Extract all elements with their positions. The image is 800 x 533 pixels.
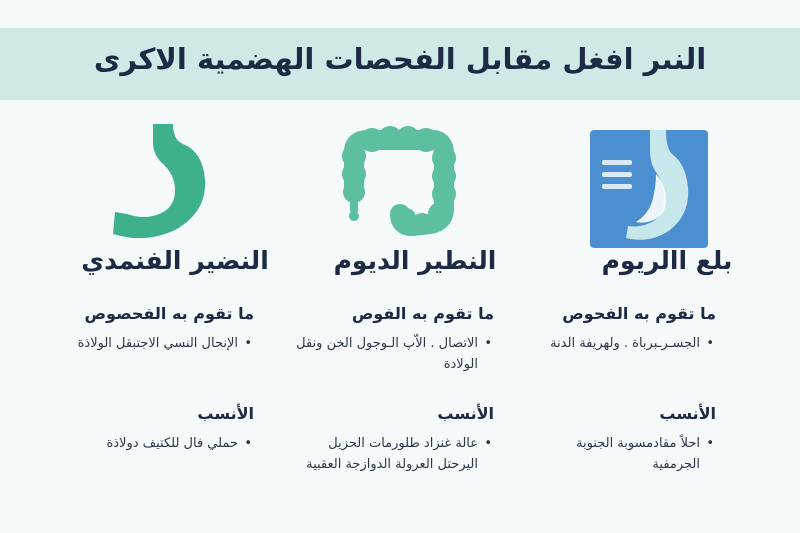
column-barium-swallow — [532, 118, 782, 518]
best-section — [54, 404, 254, 454]
stomach-icon — [105, 124, 215, 242]
column-title: النطير الديوم — [333, 246, 497, 275]
best-heading: الأنسب — [659, 404, 716, 423]
page-title: النىر افغل مقابل الفحصات الهضمية الاكرى — [93, 42, 707, 76]
column-endoscopy — [50, 118, 300, 518]
what-heading: ما تقوم به الفحصوص — [84, 304, 254, 323]
best-heading: الأنسب — [437, 404, 494, 423]
title-banner — [0, 28, 800, 100]
what-heading: ما تقوم به الفوص — [351, 304, 494, 323]
best-heading: الأنسب — [197, 404, 254, 423]
best-section — [294, 404, 494, 475]
list-item: • عالة غنزاد طلورمات الحزيل اليرحتل العرولة الدوازجة العقبية — [294, 433, 494, 475]
list-item: • حملي فال للكتيف دولاذة — [54, 433, 254, 454]
list-item: • احلاً مقادمسوبة الجنوبة الجرمفية — [536, 433, 716, 475]
column-title: بلع االريوم — [601, 246, 733, 275]
what-section — [536, 304, 716, 354]
what-heading: ما تقوم به الفحوص — [562, 304, 716, 323]
list-item: • الإنحال النسي الاجتبقل الولاذة — [54, 333, 254, 354]
colon-icon — [336, 126, 461, 241]
best-section — [536, 404, 716, 475]
column-title: النضير الفنمدي — [81, 246, 269, 275]
column-colonoscopy — [290, 118, 540, 518]
list-item: • الاتصال . الاّپ الـوجول الخن ونقل الولادة — [294, 333, 494, 375]
what-section — [54, 304, 254, 354]
xray-stomach-icon — [590, 130, 708, 248]
what-section — [294, 304, 494, 375]
list-item: • الجسـرـبرباة . ولهريفة الدنة — [536, 333, 716, 354]
